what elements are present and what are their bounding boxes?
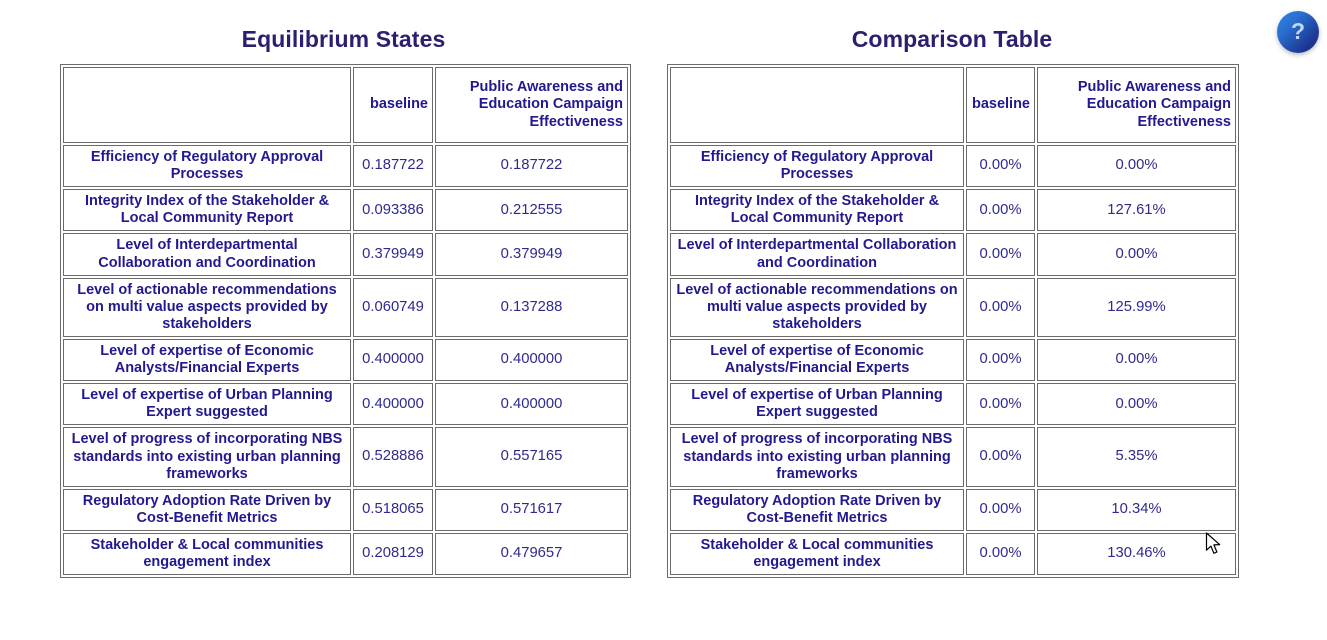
cell-scenario: 5.35%: [1037, 427, 1236, 486]
cell-baseline: 0.187722: [353, 145, 433, 187]
row-label: Efficiency of Regulatory Approval Processes: [670, 145, 964, 187]
help-button[interactable]: [1277, 11, 1319, 53]
cell-baseline: 0.00%: [966, 278, 1035, 337]
cell-baseline: 0.518065: [353, 489, 433, 531]
row-label: Level of progress of incorporating NBS standards into existing urban planning frameworks: [670, 427, 964, 486]
row-label: Level of expertise of Economic Analysts/Financial Experts: [63, 339, 351, 381]
cell-baseline: 0.060749: [353, 278, 433, 337]
row-label: Integrity Index of the Stakeholder & Local Community Report: [63, 189, 351, 231]
table-row: [670, 339, 1236, 381]
column-header-scenario: Public Awareness and Education Campaign Effectiveness: [435, 67, 628, 143]
cell-scenario: 0.557165: [435, 427, 628, 486]
cell-scenario: 0.00%: [1037, 145, 1236, 187]
table-row: [63, 189, 628, 231]
cell-baseline: 0.00%: [966, 427, 1035, 486]
cell-scenario: 0.571617: [435, 489, 628, 531]
cell-baseline: 0.00%: [966, 339, 1035, 381]
cell-baseline: 0.400000: [353, 383, 433, 425]
cell-scenario: 0.379949: [435, 233, 628, 275]
row-label: Level of expertise of Urban Planning Expert suggested: [63, 383, 351, 425]
cell-scenario: 0.00%: [1037, 233, 1236, 275]
equilibrium-states-table: [60, 64, 631, 578]
cell-baseline: 0.00%: [966, 233, 1035, 275]
cell-baseline: 0.528886: [353, 427, 433, 486]
column-header-baseline: baseline: [353, 67, 433, 143]
table-row: [63, 278, 628, 337]
cell-baseline: 0.093386: [353, 189, 433, 231]
column-header-blank: [670, 67, 964, 143]
equilibrium-states-title: Equilibrium States: [241, 26, 446, 52]
table-header-row: [670, 67, 1236, 143]
table-row: [63, 339, 628, 381]
cell-baseline: 0.379949: [353, 233, 433, 275]
equilibrium-table-head: [63, 67, 628, 143]
table-row: [63, 233, 628, 275]
equilibrium-table-body: [63, 145, 628, 575]
table-row: [670, 278, 1236, 337]
cell-scenario: 127.61%: [1037, 189, 1236, 231]
table-row: [670, 189, 1236, 231]
column-header-blank: [63, 67, 351, 143]
column-header-scenario: Public Awareness and Education Campaign Effectiveness: [1037, 67, 1236, 143]
row-label: Level of progress of incorporating NBS standards into existing urban planning frameworks: [63, 427, 351, 486]
row-label: Level of Interdepartmental Collaboration and Coordination: [670, 233, 964, 275]
column-header-baseline: baseline: [966, 67, 1035, 143]
cell-scenario: 130.46%: [1037, 533, 1236, 575]
table-row: [63, 427, 628, 486]
cell-scenario: 0.187722: [435, 145, 628, 187]
comparison-table-head: [670, 67, 1236, 143]
cell-scenario: 0.00%: [1037, 339, 1236, 381]
cell-scenario: 0.00%: [1037, 383, 1236, 425]
cell-scenario: 125.99%: [1037, 278, 1236, 337]
row-label: Stakeholder & Local communities engagement index: [63, 533, 351, 575]
table-row: [670, 233, 1236, 275]
cell-baseline: 0.00%: [966, 383, 1035, 425]
table-row: [63, 533, 628, 575]
table-row: [670, 427, 1236, 486]
comparison-table-title: Comparison Table: [851, 26, 1053, 52]
table-row: [670, 145, 1236, 187]
cell-baseline: 0.00%: [966, 189, 1035, 231]
row-label: Level of actionable recommendations on multi value aspects provided by stakeholders: [670, 278, 964, 337]
row-label: Level of actionable recommendations on multi value aspects provided by stakeholders: [63, 278, 351, 337]
table-row: [670, 383, 1236, 425]
comparison-table-body: [670, 145, 1236, 575]
comparison-table: [667, 64, 1239, 578]
question-mark-icon: ?: [1290, 18, 1306, 44]
comparison-table-panel: [667, 0, 1237, 578]
cell-scenario: 0.400000: [435, 339, 628, 381]
cell-scenario: 0.400000: [435, 383, 628, 425]
row-label: Level of expertise of Economic Analysts/Financial Experts: [670, 339, 964, 381]
cell-baseline: 0.208129: [353, 533, 433, 575]
table-row: [670, 489, 1236, 531]
row-label: Regulatory Adoption Rate Driven by Cost-Benefit Metrics: [63, 489, 351, 531]
row-label: Regulatory Adoption Rate Driven by Cost-Benefit Metrics: [670, 489, 964, 531]
cell-baseline: 0.00%: [966, 145, 1035, 187]
table-row: [63, 145, 628, 187]
cell-baseline: 0.400000: [353, 339, 433, 381]
row-label: Stakeholder & Local communities engagement index: [670, 533, 964, 575]
cell-scenario: 0.479657: [435, 533, 628, 575]
cell-scenario: 0.212555: [435, 189, 628, 231]
cell-baseline: 0.00%: [966, 489, 1035, 531]
cell-scenario: 0.137288: [435, 278, 628, 337]
table-header-row: [63, 67, 628, 143]
row-label: Efficiency of Regulatory Approval Processes: [63, 145, 351, 187]
row-label: Integrity Index of the Stakeholder & Local Community Report: [670, 189, 964, 231]
row-label: Level of Interdepartmental Collaboration and Coordination: [63, 233, 351, 275]
table-row: [63, 489, 628, 531]
cell-baseline: 0.00%: [966, 533, 1035, 575]
table-row: [670, 533, 1236, 575]
cell-scenario: 10.34%: [1037, 489, 1236, 531]
table-row: [63, 383, 628, 425]
equilibrium-states-panel: [60, 0, 627, 578]
row-label: Level of expertise of Urban Planning Expert suggested: [670, 383, 964, 425]
